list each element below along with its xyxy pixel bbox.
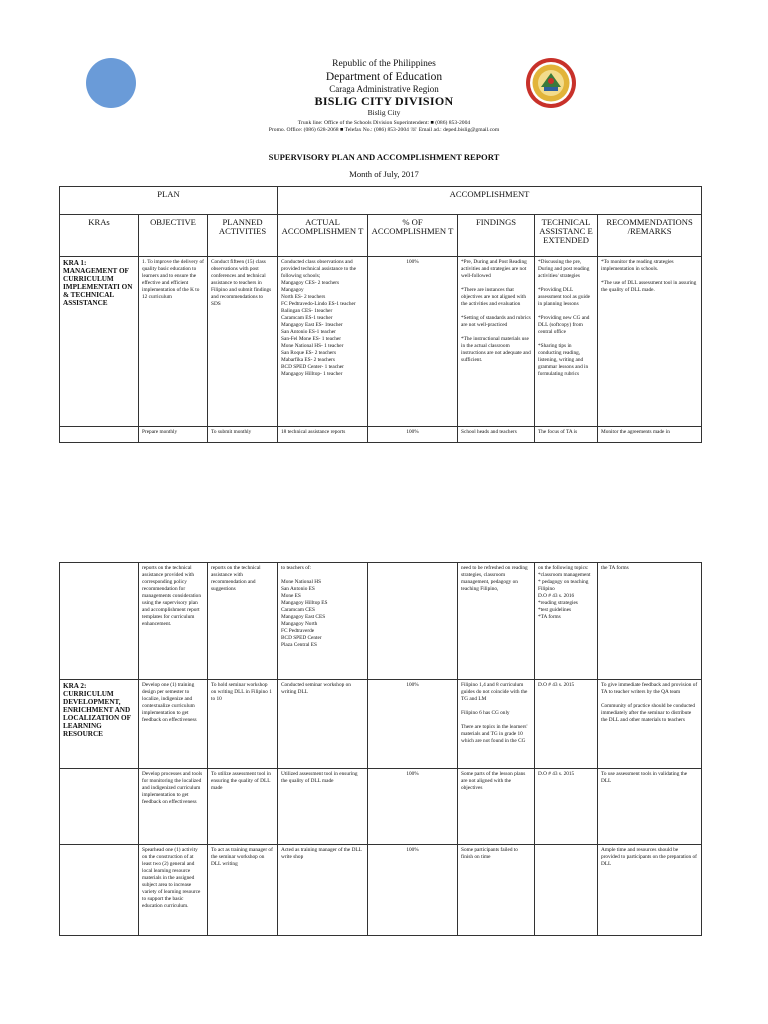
percent-cell — [368, 563, 458, 680]
technical-cell: The focus of TA is — [535, 427, 598, 443]
percent-cell: 100% — [368, 680, 458, 769]
actual-cell: 18 technical assistance reports — [278, 427, 368, 443]
table-row — [60, 845, 702, 936]
objective-cell: reports on the technical assistance provided with corresponding policy recommendation for managements consideration using the supervisory plan and accomplishment report templates for curriculum enhancement. — [139, 563, 208, 680]
activities-cell: To utilize assessment tool in ensuring the quality of DLL made — [208, 769, 278, 845]
kra-cell — [60, 769, 139, 845]
technical-cell: *Discussing the pre, During and post reading activities/ strategies *Providing DLL assessment tool as guide in planning lessons *Providing new CG and DLL (softcopy) from central office *Sharing tips in conducting reading, listening, writing and grammar lessons and in formulating rubrics — [535, 257, 598, 427]
objective-cell: Prepare monthly — [139, 427, 208, 443]
column-header-objective: OBJECTIVE — [139, 215, 208, 257]
findings-cell: Some parts of the lesson plans are not aligned with the objectives — [458, 769, 535, 845]
findings-cell: Some participants failed to finish on time — [458, 845, 535, 936]
report-title: SUPERVISORY PLAN AND ACCOMPLISHMENT REPORT — [268, 152, 500, 162]
report-table-page2 — [59, 562, 702, 936]
header-division: BISLIG CITY DIVISION — [314, 94, 454, 108]
findings-cell: School heads and teachers — [458, 427, 535, 443]
kra-cell: KRA 1: MANAGEMENT OF CURRICULUM IMPLEMENTATI ON & TECHNICAL ASSISTANCE — [60, 257, 139, 427]
column-header-kras: KRAs — [60, 215, 139, 257]
kra-cell — [60, 427, 139, 443]
objective-cell: Spearhead one (1) activity on the construction of at least two (2) general and local learning resource materials in the assigned subject area to increase variety of learning resource to support the basic education curriculum. — [139, 845, 208, 936]
percent-cell: 100% — [368, 427, 458, 443]
findings-cell: *Pre, During and Post Reading activities and strategies are not well-followed *There are instances that objectives are not aligned with the activities and evaluation *Setting of standards and rubrics are not well-practiced *The instructional materials use in the actual classroom instructions are not adequate and sufficient. — [458, 257, 535, 427]
kra-cell — [60, 563, 139, 680]
objective-cell: 1. To improve the delivery of quality basic education to learners and to ensure the effective and efficient implementation of the K to 12 curriculum — [139, 257, 208, 427]
actual-cell: Utilized assessment tool in ensuring the quality of DLL made — [278, 769, 368, 845]
remarks-cell: Ample time and resources should be provided to participants on the preparation of DLL — [598, 845, 702, 936]
header-department: Department of Education — [325, 71, 443, 83]
percent-cell: 100% — [368, 257, 458, 427]
report-table-page1 — [59, 186, 702, 443]
activities-cell: Conduct fifteen (15) class observations with post conferences and technical assistance to teachers in Filipino and submit findings and recommendations to SDS — [208, 257, 278, 427]
actual-cell: Acted as training manager of the DLL write shop — [278, 845, 368, 936]
percent-cell: 100% — [368, 845, 458, 936]
plan-header: PLAN — [60, 187, 278, 215]
table-row — [60, 769, 702, 845]
actual-cell: Conducted class observations and provided technical assistance to the following schools; Mangagoy CES- 2 teachers Mangagoy North ES- 2 teachers FC Pedtravedo-Lindo ES-1 teacher Balingan CES- 1teacher Caramcam ES-1 teacher Mangagoy East ES- 1teacher San Antonio ES-1 teacher San-Fel Mone ES- 1 teacher Mone National HS- 1 teacher San Roque ES- 2 teachers Mabarfika ES- 2 teachers BCD SPED Center- 1 teacher Mangagoy Hilltop- 1 teacher — [278, 257, 368, 427]
objective-cell: Develop processes and tools for monitoring the localized and indigenized curriculum implementation to get feedback on effectiveness — [139, 769, 208, 845]
activities-cell: To hold seminar workshop on writing DLL in Filipino 1 to 10 — [208, 680, 278, 769]
column-header-percent-accomplishment: % OF ACCOMPLISHMEN T — [368, 215, 458, 257]
table-row — [60, 680, 702, 769]
column-header-technical-assistance: TECHNICAL ASSISTANC E EXTENDED — [535, 215, 598, 257]
column-header-recommendations: RECOMMENDATIONS /REMARKS — [598, 215, 702, 257]
kra-cell — [60, 845, 139, 936]
header-promo-line: Promo. Office: (086) 628-2068 ■ Telefax No.: (086) 853-2004 ☏ Email ad.: deped.bislig@gmail.com — [268, 127, 500, 133]
remarks-cell: Monitor the agreements made in — [598, 427, 702, 443]
accomplishment-header: ACCOMPLISHMENT — [278, 187, 702, 215]
column-header-actual-accomplishment: ACTUAL ACCOMPLISHMEN T — [278, 215, 368, 257]
actual-cell: Conducted seminar workshop on writing DLL — [278, 680, 368, 769]
header-region: Caraga Administrative Region — [329, 84, 439, 94]
remarks-cell: *To monitor the reading strategies implementation in schools. *The use of DLL assessment tool in assuring the quality of DLL made. — [598, 257, 702, 427]
header-trunk-line: Trunk line: Office of the Schools Division Superintendent: ■ (086) 853-2004 — [297, 120, 471, 126]
table-row — [60, 563, 702, 680]
activities-cell: reports on the technical assistance with recommendation and suggestions — [208, 563, 278, 680]
table-row — [60, 427, 702, 443]
findings-cell: Filipino 1,4 and 8 curriculum guides do not coincide with the TG and LM Filipino 6 has CG only There are topics in the learners' materials and TG in grade 10 which are not found in the CG — [458, 680, 535, 769]
technical-cell: D.O # 43 s. 2015 — [535, 680, 598, 769]
report-month: Month of July, 2017 — [349, 169, 419, 179]
actual-cell: to teachers of: Mone National HS San Antonio ES Mone ES Mangagoy Hilltop ES Caramcam CES Mangagoy East CES Mangagoy North FC Pedtraverde BCD SPED Center Plaza Central ES — [278, 563, 368, 680]
column-header-planned-activities: PLANNED ACTIVITIES — [208, 215, 278, 257]
kra-cell: KRA 2: CURRICULUM DEVELOPMENT, ENRICHMENT AND LOCALIZATION OF LEARNING RESOURCE — [60, 680, 139, 769]
remarks-cell: To use assessment tools in validating the DLL — [598, 769, 702, 845]
header-republic: Republic of the Philippines — [332, 59, 436, 69]
activities-cell: To submit monthly — [208, 427, 278, 443]
remarks-cell: To give immediate feedback and provision of TA to teacher writers by the QA team Community of practice should be conducted immediately after the seminar to distribute the DLL and other materials to teachers — [598, 680, 702, 769]
findings-cell: need to be refreshed on reading strategies, classroom management, pedagogy on teaching Filipino, — [458, 563, 535, 680]
technical-cell — [535, 845, 598, 936]
objective-cell: Develop one (1) training design per semester to localize, indigenize and contextualize curriculum implementation to get feedback on effectiveness — [139, 680, 208, 769]
remarks-cell: the TA forms — [598, 563, 702, 680]
activities-cell: To act as training manager of the seminar workshop on DLL writing — [208, 845, 278, 936]
header-city: Bislig City — [367, 108, 401, 117]
technical-cell: D.O # 43 s. 2015 — [535, 769, 598, 845]
column-header-findings: FINDINGS — [458, 215, 535, 257]
technical-cell: on the following topics: *classroom management * pedagogy on teaching Filipino D.O # 43 s. 2016 *reading strategies *test guidelines *TA forms — [535, 563, 598, 680]
table-row — [60, 257, 702, 427]
percent-cell: 100% — [368, 769, 458, 845]
